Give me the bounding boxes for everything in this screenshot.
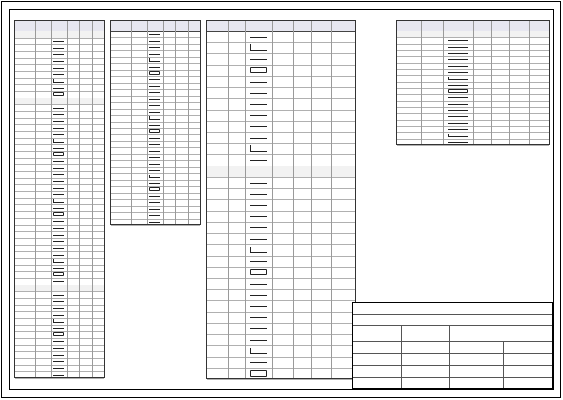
straight-bar-shape-icon	[53, 68, 63, 69]
straight-bar-shape-icon	[250, 340, 267, 341]
straight-bar-shape-icon	[53, 161, 63, 162]
straight-bar-shape-icon	[250, 216, 267, 217]
straight-bar-shape-icon	[250, 317, 267, 318]
tb-divider	[353, 314, 552, 315]
column-divider	[421, 21, 422, 144]
column-divider	[67, 21, 68, 377]
straight-bar-shape-icon	[448, 66, 467, 67]
straight-bar-shape-icon	[149, 47, 159, 48]
straight-bar-shape-icon	[149, 164, 159, 165]
straight-bar-shape-icon	[250, 82, 267, 83]
straight-bar-shape-icon	[53, 48, 63, 49]
straight-bar-shape-icon	[53, 315, 63, 316]
straight-bar-shape-icon	[53, 181, 63, 182]
straight-bar-shape-icon	[149, 215, 159, 216]
column-divider	[293, 21, 294, 378]
straight-bar-shape-icon	[53, 208, 63, 209]
straight-bar-shape-icon	[53, 375, 63, 376]
bent-bar-shape-icon	[250, 247, 267, 253]
straight-bar-shape-icon	[53, 41, 63, 42]
straight-bar-shape-icon	[53, 174, 63, 175]
column-divider	[188, 21, 189, 224]
tb-divider	[353, 325, 552, 326]
straight-bar-shape-icon	[149, 105, 159, 106]
rebar-table-columns-2	[110, 11, 201, 225]
straight-bar-shape-icon	[448, 129, 467, 130]
column-divider	[131, 21, 132, 224]
stirrup-shape-icon	[53, 332, 63, 336]
column-divider	[175, 21, 176, 224]
table-grid	[206, 20, 356, 379]
straight-bar-shape-icon	[149, 54, 159, 55]
table-row	[207, 368, 355, 380]
straight-bar-shape-icon	[53, 308, 63, 309]
stirrup-shape-icon	[250, 67, 267, 74]
straight-bar-shape-icon	[53, 268, 63, 269]
column-divider	[245, 21, 246, 378]
straight-bar-shape-icon	[149, 138, 159, 139]
straight-bar-shape-icon	[250, 362, 267, 363]
straight-bar-shape-icon	[149, 202, 159, 203]
tb-divider	[353, 353, 552, 354]
straight-bar-shape-icon	[250, 59, 267, 60]
straight-bar-shape-icon	[53, 328, 63, 329]
straight-bar-shape-icon	[448, 53, 467, 54]
straight-bar-shape-icon	[149, 112, 159, 113]
straight-bar-shape-icon	[53, 194, 63, 195]
column-divider	[331, 21, 332, 378]
straight-bar-shape-icon	[149, 34, 159, 35]
straight-bar-shape-icon	[250, 295, 267, 296]
straight-bar-shape-icon	[53, 295, 63, 296]
stirrup-shape-icon	[53, 152, 63, 156]
table-title	[14, 11, 105, 20]
straight-bar-shape-icon	[448, 97, 467, 98]
stirrup-shape-icon	[149, 71, 159, 75]
straight-bar-shape-icon	[53, 228, 63, 229]
stirrup-shape-icon	[250, 370, 267, 377]
column-divider	[529, 21, 530, 144]
straight-bar-shape-icon	[448, 142, 467, 143]
straight-bar-shape-icon	[53, 54, 63, 55]
column-divider	[228, 21, 229, 378]
straight-bar-shape-icon	[53, 361, 63, 362]
straight-bar-shape-icon	[448, 72, 467, 73]
straight-bar-shape-icon	[53, 108, 63, 109]
tb-divider	[353, 365, 552, 366]
column-divider	[51, 21, 52, 377]
straight-bar-shape-icon	[250, 194, 267, 195]
straight-bar-shape-icon	[53, 134, 63, 135]
bent-bar-shape-icon	[149, 58, 159, 62]
straight-bar-shape-icon	[53, 148, 63, 149]
straight-bar-shape-icon	[250, 306, 267, 307]
straight-bar-shape-icon	[53, 128, 63, 129]
straight-bar-shape-icon	[448, 123, 467, 124]
straight-bar-shape-icon	[149, 99, 159, 100]
straight-bar-shape-icon	[448, 40, 467, 41]
bent-bar-shape-icon	[250, 44, 267, 50]
column-divider	[79, 21, 80, 377]
stirrup-shape-icon	[448, 89, 467, 93]
straight-bar-shape-icon	[53, 348, 63, 349]
straight-bar-shape-icon	[53, 221, 63, 222]
bent-bar-shape-icon	[53, 199, 63, 203]
table-grid	[110, 20, 201, 225]
straight-bar-shape-icon	[448, 116, 467, 117]
straight-bar-shape-icon	[250, 205, 267, 206]
straight-bar-shape-icon	[53, 241, 63, 242]
straight-bar-shape-icon	[53, 368, 63, 369]
straight-bar-shape-icon	[53, 355, 63, 356]
straight-bar-shape-icon	[53, 281, 63, 282]
bent-bar-shape-icon	[149, 175, 159, 179]
column-divider	[272, 21, 273, 378]
bent-bar-shape-icon	[448, 134, 467, 137]
straight-bar-shape-icon	[149, 92, 159, 93]
tb-divider-v	[449, 325, 450, 388]
straight-bar-shape-icon	[250, 115, 267, 116]
straight-bar-shape-icon	[250, 93, 267, 94]
straight-bar-shape-icon	[250, 138, 267, 139]
rebar-table-beams	[396, 11, 550, 145]
bent-bar-shape-icon	[53, 259, 63, 263]
straight-bar-shape-icon	[448, 59, 467, 60]
straight-bar-shape-icon	[149, 125, 159, 126]
column-divider	[92, 21, 93, 377]
bent-bar-shape-icon	[53, 319, 63, 323]
straight-bar-shape-icon	[149, 196, 159, 197]
stirrup-shape-icon	[149, 129, 159, 133]
straight-bar-shape-icon	[53, 255, 63, 256]
straight-bar-shape-icon	[250, 328, 267, 329]
straight-bar-shape-icon	[53, 341, 63, 342]
table-title	[110, 11, 201, 20]
stirrup-shape-icon	[250, 269, 267, 276]
bent-bar-shape-icon	[53, 139, 63, 143]
straight-bar-shape-icon	[53, 114, 63, 115]
bent-bar-shape-icon	[250, 348, 267, 354]
straight-bar-shape-icon	[53, 74, 63, 75]
straight-bar-shape-icon	[53, 168, 63, 169]
straight-bar-shape-icon	[53, 301, 63, 302]
straight-bar-shape-icon	[149, 79, 159, 80]
straight-bar-shape-icon	[448, 104, 467, 105]
straight-bar-shape-icon	[53, 61, 63, 62]
straight-bar-shape-icon	[250, 284, 267, 285]
straight-bar-shape-icon	[149, 41, 159, 42]
straight-bar-shape-icon	[53, 188, 63, 189]
straight-bar-shape-icon	[250, 227, 267, 228]
column-divider	[491, 21, 492, 144]
straight-bar-shape-icon	[250, 183, 267, 184]
column-divider	[163, 21, 164, 224]
straight-bar-shape-icon	[149, 144, 159, 145]
straight-bar-shape-icon	[53, 235, 63, 236]
table-title	[396, 11, 550, 20]
straight-bar-shape-icon	[448, 110, 467, 111]
bent-bar-shape-icon	[250, 145, 267, 151]
straight-bar-shape-icon	[53, 121, 63, 122]
straight-bar-shape-icon	[250, 126, 267, 127]
rebar-table-columns-3	[206, 11, 356, 379]
straight-bar-shape-icon	[250, 261, 267, 262]
bent-bar-shape-icon	[149, 116, 159, 120]
straight-bar-shape-icon	[149, 209, 159, 210]
straight-bar-shape-icon	[149, 67, 159, 68]
straight-bar-shape-icon	[53, 248, 63, 249]
title-block	[352, 302, 553, 389]
straight-bar-shape-icon	[448, 85, 467, 86]
tb-divider	[353, 341, 552, 342]
column-divider	[443, 21, 444, 144]
bent-bar-shape-icon	[53, 79, 63, 83]
bent-bar-shape-icon	[448, 77, 467, 80]
straight-bar-shape-icon	[53, 88, 63, 89]
straight-bar-shape-icon	[149, 151, 159, 152]
straight-bar-shape-icon	[149, 222, 159, 223]
stirrup-shape-icon	[53, 272, 63, 276]
stirrup-shape-icon	[149, 187, 159, 191]
table-grid	[396, 20, 550, 145]
tb-divider-v	[401, 325, 402, 388]
tb-divider-v	[503, 341, 504, 388]
column-divider	[147, 21, 148, 224]
straight-bar-shape-icon	[250, 239, 267, 240]
straight-bar-shape-icon	[149, 183, 159, 184]
straight-bar-shape-icon	[250, 160, 267, 161]
column-divider	[509, 21, 510, 144]
straight-bar-shape-icon	[149, 157, 159, 158]
column-divider	[473, 21, 474, 144]
column-divider	[311, 21, 312, 378]
stirrup-shape-icon	[53, 92, 63, 96]
straight-bar-shape-icon	[149, 86, 159, 87]
tb-divider	[353, 377, 552, 378]
table-title	[206, 11, 356, 20]
straight-bar-shape-icon	[149, 170, 159, 171]
straight-bar-shape-icon	[250, 37, 267, 38]
column-divider	[35, 21, 36, 377]
straight-bar-shape-icon	[250, 104, 267, 105]
stirrup-shape-icon	[53, 212, 63, 216]
straight-bar-shape-icon	[448, 47, 467, 48]
rebar-table-columns-1	[14, 11, 105, 378]
table-grid	[14, 20, 105, 378]
